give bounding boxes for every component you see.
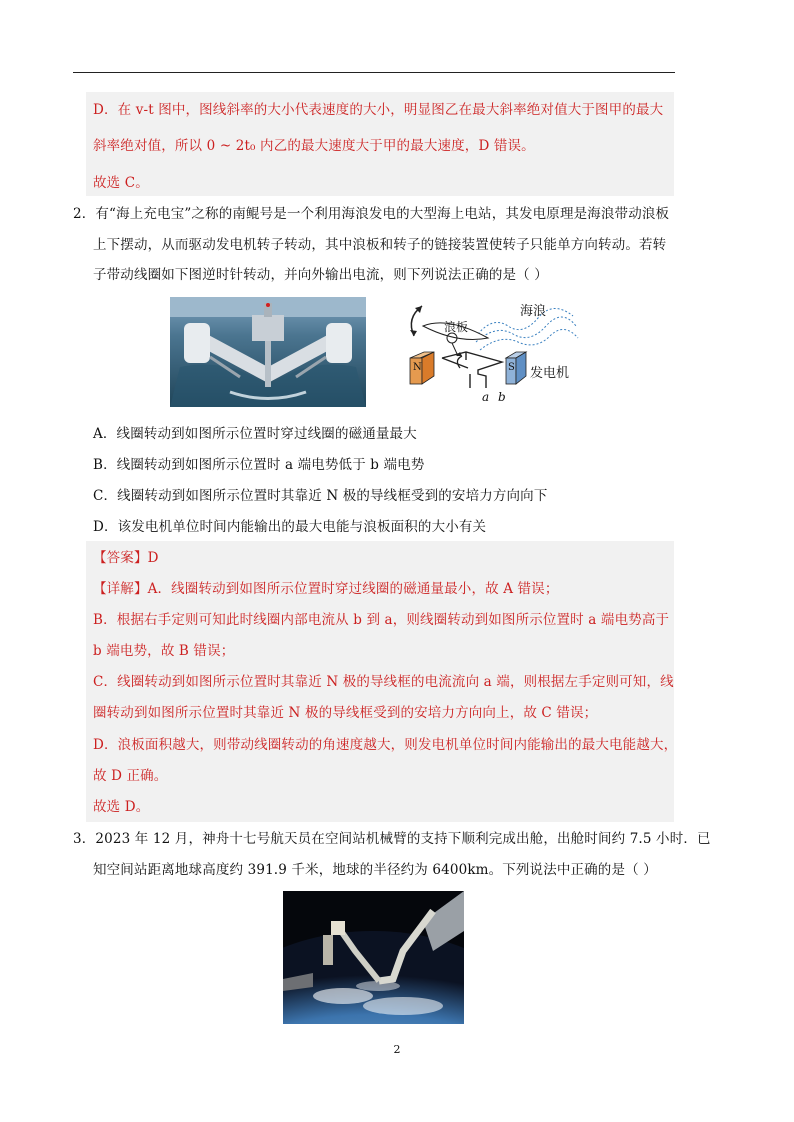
- label-board: 浪板: [444, 320, 469, 334]
- q2-option-b: B．线圈转动到如图所示位置时 a 端电势低于 b 端电势: [93, 457, 425, 473]
- q2-explanation-c-line2: 圈转动到如图所示位置时其靠近 N 极的导线框受到的安培力方向向上，故 C 错误；: [93, 705, 598, 721]
- label-s: S: [508, 362, 515, 373]
- generator-diagram: [398, 296, 588, 406]
- prev-choose: 故选 C。: [93, 175, 149, 191]
- q2-stem-line2: 上下摆动，从而驱动发电机转子转动，其中浪板和转子的链接装置使转子只能单方向转动。若转: [93, 237, 667, 253]
- q2-option-c: C．线圈转动到如图所示位置时其靠近 N 极的导线框受到的安培力方向向下: [93, 488, 548, 504]
- prev-option-d-line1: D．在 v-t 图中，图线斜率的大小代表速度的大小，明显图乙在最大斜率绝对值大于图甲的最大: [93, 102, 664, 118]
- q2-stem-line3: 子带动线圈如下图逆时针转动，并向外输出电流，则下列说法正确的是（ ）: [93, 267, 548, 283]
- label-b: b: [498, 390, 506, 404]
- label-generator: 发电机: [530, 366, 570, 381]
- prev-option-d-line2: 斜率绝对值，所以 0 ~ 2t₀ 内乙的最大速度大于甲的最大速度，D 错误。: [93, 138, 535, 154]
- ship-photo: [170, 297, 366, 407]
- q2-explanation-b-line1: B．根据右手定则可知此时线圈内部电流从 b 到 a，则线圈转动到如图所示位置时 a 端电势高于: [93, 612, 670, 628]
- q2-explanation-d-line1: D．浪板面积越大，则带动线圈转动的角速度越大，则发电机单位时间内能输出的最大电能越大，: [93, 737, 678, 753]
- q2-explanation-c-line1: C．线圈转动到如图所示位置时其靠近 N 极的导线框的电流流向 a 端，则根据左手定则可知，线: [93, 674, 674, 690]
- q2-option-a: A．线圈转动到如图所示位置时穿过线圈的磁通量最大: [93, 426, 417, 442]
- header-rule: [73, 72, 675, 73]
- label-a: a: [482, 390, 490, 404]
- label-n: N: [413, 362, 422, 373]
- q2-explanation-d-line2: 故 D 正确。: [93, 768, 168, 784]
- q2-answer: 【答案】D: [93, 550, 159, 566]
- page-number: 2: [393, 1043, 401, 1056]
- space-station-photo: [283, 891, 464, 1024]
- q2-explanation-b-line2: b 端电势，故 B 错误；: [93, 643, 235, 659]
- q3-stem-line2: 知空间站距离地球高度约 391.9 千米，地球的半径约为 6400km。下列说法中正确的是（ ）: [93, 862, 657, 878]
- q2-explanation-a: 【详解】A．线圈转动到如图所示位置时穿过线圈的磁通量最小，故 A 错误；: [93, 581, 559, 597]
- q3-stem-line1: 3．2023 年 12 月，神舟十七号航天员在空间站机械臂的支持下顺利完成出舱，出舱时间约 7.5 小时．已: [73, 831, 711, 847]
- label-wave: 海浪: [520, 304, 547, 319]
- q2-option-d: D．该发电机单位时间内能输出的最大电能与浪板面积的大小有关: [93, 519, 487, 535]
- q2-choose: 故选 D。: [93, 799, 150, 815]
- q2-stem-line1: 2．有“海上充电宝”之称的南鲲号是一个利用海浪发电的大型海上电站，其发电原理是海浪带动浪板: [73, 206, 670, 222]
